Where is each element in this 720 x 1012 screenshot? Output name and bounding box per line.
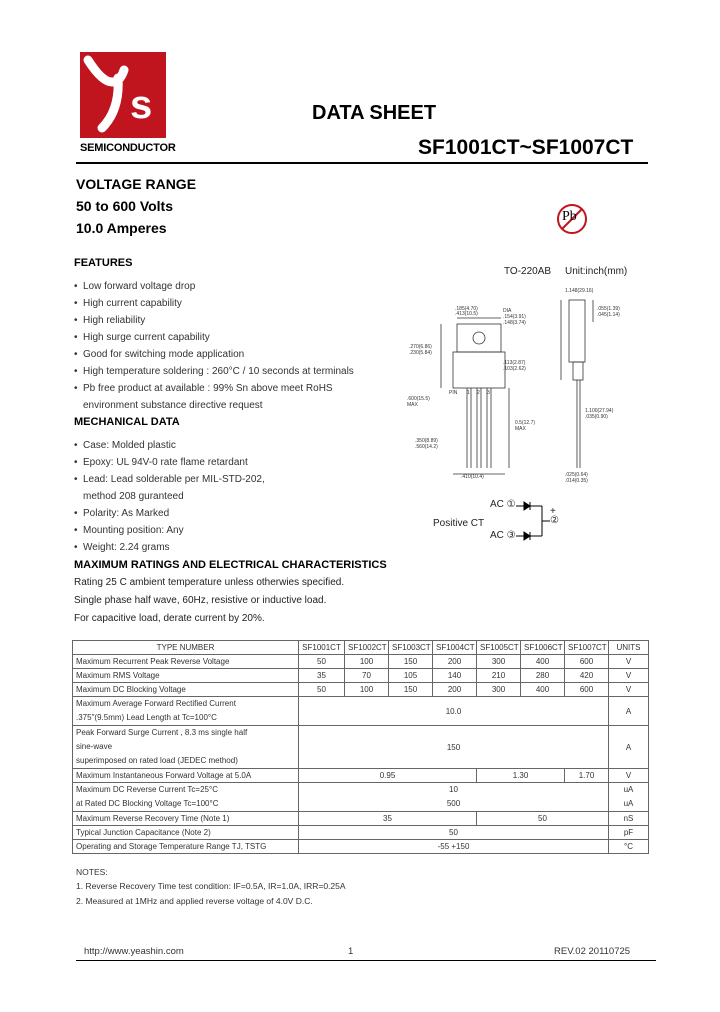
- table-row: [73, 683, 649, 697]
- table-cell: -55 +150: [299, 840, 609, 854]
- list-item: • High reliability: [74, 315, 146, 326]
- pb-label: Pb: [562, 209, 577, 224]
- dim-label: .410(10.4): [461, 474, 484, 480]
- list-item: • High surge current capability: [74, 332, 210, 343]
- mechanical-list: [74, 437, 265, 556]
- table-row: [73, 840, 649, 854]
- param-name: Maximum Reverse Recovery Time (Note 1): [73, 812, 299, 826]
- unit-cell: V: [609, 655, 649, 669]
- table-cell: 50: [477, 812, 609, 826]
- param-name: Peak Forward Surge Current , 8.3 ms single half sine-wave superimposed on rated load (JEDEC method): [73, 726, 299, 769]
- unit-cell: V: [609, 669, 649, 683]
- list-item: • Good for switching mode application: [74, 349, 245, 360]
- table-cell: 280: [521, 669, 565, 683]
- param-name: Operating and Storage Temperature Range TJ, TSTG: [73, 840, 299, 854]
- table-cell: 10.0: [299, 697, 609, 726]
- table-cell: 35: [299, 812, 477, 826]
- table-cell: 150: [299, 726, 609, 769]
- dim-label: .014(0.35): [565, 478, 588, 484]
- voltage-range-volts: 50 to 600 Volts: [76, 198, 174, 214]
- mechanical-heading: MECHANICAL DATA: [74, 416, 180, 428]
- company-logo: [80, 52, 166, 138]
- unit-cell: uA uA: [609, 783, 649, 812]
- dim-label: .148(3.74): [503, 320, 526, 326]
- unit-cell: V: [609, 683, 649, 697]
- circuit-label: Positive CT: [433, 518, 485, 529]
- circuit-plus: +: [550, 506, 556, 517]
- dim-label: .270(6.86): [409, 344, 432, 350]
- list-item: • High temperature soldering : 260°C / 10 seconds at terminals: [74, 366, 354, 377]
- dim-label: .600(15.5): [407, 396, 430, 402]
- pin-number: 2: [477, 390, 480, 396]
- table-cell: 300: [477, 683, 521, 697]
- dim-label: 0.5(12.7): [515, 420, 536, 426]
- list-item: • Weight: 2.24 grams: [74, 542, 170, 553]
- logo-mark-icon: [80, 52, 166, 138]
- table-cell: 1.70: [565, 769, 609, 783]
- note-item: 1. Reverse Recovery Time test condition: IF=0.5A, IR=1.0A, IRR=0.25A: [76, 881, 346, 891]
- dim-label: .035(0.90): [585, 414, 608, 420]
- dim-label: .045(1.14): [597, 312, 620, 318]
- table-header-cell: SF1001CT: [299, 641, 345, 655]
- pin-number: 3: [487, 390, 490, 396]
- list-item: • Low forward voltage drop: [74, 281, 196, 292]
- table-row: [73, 669, 649, 683]
- unit-cell: A: [609, 697, 649, 726]
- table-cell: 400: [521, 655, 565, 669]
- table-header-cell: SF1007CT: [565, 641, 609, 655]
- features-heading: FEATURES: [74, 257, 133, 269]
- table-cell: 105: [389, 669, 433, 683]
- list-item: method 208 guranteed: [83, 491, 184, 502]
- table-cell: 150: [389, 655, 433, 669]
- table-row: [73, 769, 649, 783]
- unit-cell: °C: [609, 840, 649, 854]
- dim-label: .230(5.84): [409, 350, 432, 356]
- table-cell: 70: [345, 669, 389, 683]
- list-item: environment substance directive request: [83, 400, 263, 411]
- dim-label: .560(14.2): [415, 444, 438, 450]
- table-cell: 150: [389, 683, 433, 697]
- page-title: DATA SHEET: [312, 102, 437, 124]
- header-divider: [76, 162, 648, 164]
- diode-circuit-icon: [516, 498, 552, 544]
- note-item: 2. Measured at 1MHz and applied reverse voltage of 4.0V D.C.: [76, 896, 313, 906]
- table-header-cell: SF1004CT: [433, 641, 477, 655]
- logo-label: SEMICONDUCTOR: [80, 142, 176, 154]
- pin-label: PIN: [449, 390, 458, 396]
- dim-label: 1.148(29.16): [565, 288, 594, 294]
- table-row: [73, 783, 649, 812]
- list-item: • Case: Molded plastic: [74, 440, 176, 451]
- unit-cell: A: [609, 726, 649, 769]
- table-cell: 600: [565, 683, 609, 697]
- table-cell: 210: [477, 669, 521, 683]
- list-item: • Epoxy: UL 94V-0 rate flame retardant: [74, 457, 248, 468]
- table-row: [73, 826, 649, 840]
- ratings-heading: MAXIMUM RATINGS AND ELECTRICAL CHARACTERISTICS: [74, 559, 387, 571]
- table-cell: 100: [345, 655, 389, 669]
- param-name: Maximum Instantaneous Forward Voltage at 5.0A: [73, 769, 299, 783]
- circuit-ac3: AC ③: [490, 530, 516, 541]
- dim-label: .154(3.91): [503, 314, 526, 320]
- dim-label: .025(0.64): [565, 472, 588, 478]
- dim-label: .413(10.5): [455, 311, 478, 317]
- dim-label: .055(1.39): [597, 306, 620, 312]
- table-header-cell: TYPE NUMBER: [73, 641, 299, 655]
- table-cell: 400: [521, 683, 565, 697]
- list-item: • High current capability: [74, 298, 182, 309]
- table-cell: 200: [433, 683, 477, 697]
- table-cell: 600: [565, 655, 609, 669]
- unit-cell: nS: [609, 812, 649, 826]
- table-row: [73, 655, 649, 669]
- ratings-table: [72, 640, 649, 854]
- dim-label: MAX: [407, 402, 418, 408]
- param-name: Typical Junction Capacitance (Note 2): [73, 826, 299, 840]
- pin-number: 1: [467, 390, 470, 396]
- dim-label: .113(2.87): [503, 360, 526, 366]
- dim-label: .350(8.89): [415, 438, 438, 444]
- unit-cell: pF: [609, 826, 649, 840]
- revision: REV.02 20110725: [554, 946, 631, 957]
- footer-divider: [76, 960, 656, 961]
- unit-cell: V: [609, 769, 649, 783]
- ratings-line: For capacitive load, derate current by 20%.: [74, 613, 265, 624]
- table-cell: 200: [433, 655, 477, 669]
- param-name: Maximum Recurrent Peak Reverse Voltage: [73, 655, 299, 669]
- table-header-row: [73, 641, 649, 655]
- table-row: [73, 726, 649, 769]
- table-cell: 300: [477, 655, 521, 669]
- table-cell: 50: [299, 826, 609, 840]
- footer-url[interactable]: http://www.yeashin.com: [84, 946, 184, 957]
- dim-label: DIA: [503, 308, 512, 314]
- table-row: [73, 697, 649, 726]
- table-cell: 50: [299, 655, 345, 669]
- list-item: • Lead: Lead solderable per MIL-STD-202,: [74, 474, 265, 485]
- ratings-line: Single phase half wave, 60Hz, resistive or inductive load.: [74, 595, 327, 606]
- circuit-pin2: ②: [550, 515, 559, 526]
- table-header-cell: SF1006CT: [521, 641, 565, 655]
- circuit-ac1: AC ①: [490, 499, 516, 510]
- list-item: • Polarity: As Marked: [74, 508, 170, 519]
- notes-heading: NOTES:: [76, 867, 108, 877]
- ratings-line: Rating 25 C ambient temperature unless otherwies specified.: [74, 577, 345, 588]
- unit-label: Unit:inch(mm): [565, 266, 628, 277]
- dim-label: 1.100(27.94): [585, 408, 614, 414]
- dim-label: .103(2.62): [503, 366, 526, 372]
- table-header-cell: SF1002CT: [345, 641, 389, 655]
- table-cell: 0.95: [299, 769, 477, 783]
- param-name: Maximum DC Reverse Current Tc=25°C at Rated DC Blocking Voltage Tc=100°C: [73, 783, 299, 812]
- table-header-cell: UNITS: [609, 641, 649, 655]
- package-label: TO-220AB: [504, 266, 552, 277]
- package-outline-diagram: [405, 282, 635, 487]
- part-number: SF1001CT~SF1007CT: [418, 136, 634, 159]
- table-cell: 10 500: [299, 783, 609, 812]
- table-cell: 140: [433, 669, 477, 683]
- table-cell: 420: [565, 669, 609, 683]
- list-item: • Pb free product at available : 99% Sn above meet RoHS: [74, 383, 333, 394]
- table-cell: 100: [345, 683, 389, 697]
- dim-label: .185(4.70): [455, 306, 478, 312]
- list-item: • Mounting position: Any: [74, 525, 184, 536]
- table-row: [73, 812, 649, 826]
- table-cell: 35: [299, 669, 345, 683]
- param-name: Maximum RMS Voltage: [73, 669, 299, 683]
- param-name: Maximum Average Forward Rectified Current .375"(9.5mm) Lead Length at Tc=100°C: [73, 697, 299, 726]
- pb-free-badge: [556, 203, 588, 235]
- dim-label: MAX: [515, 426, 526, 432]
- param-name: Maximum DC Blocking Voltage: [73, 683, 299, 697]
- table-header-cell: SF1003CT: [389, 641, 433, 655]
- table-header-cell: SF1005CT: [477, 641, 521, 655]
- table-cell: 50: [299, 683, 345, 697]
- voltage-range-amps: 10.0 Amperes: [76, 220, 167, 236]
- table-cell: 1.30: [477, 769, 565, 783]
- svg-text:s: s: [130, 83, 153, 127]
- voltage-range-heading: VOLTAGE RANGE: [76, 176, 197, 192]
- features-list: [74, 278, 354, 414]
- page-number: 1: [348, 946, 354, 957]
